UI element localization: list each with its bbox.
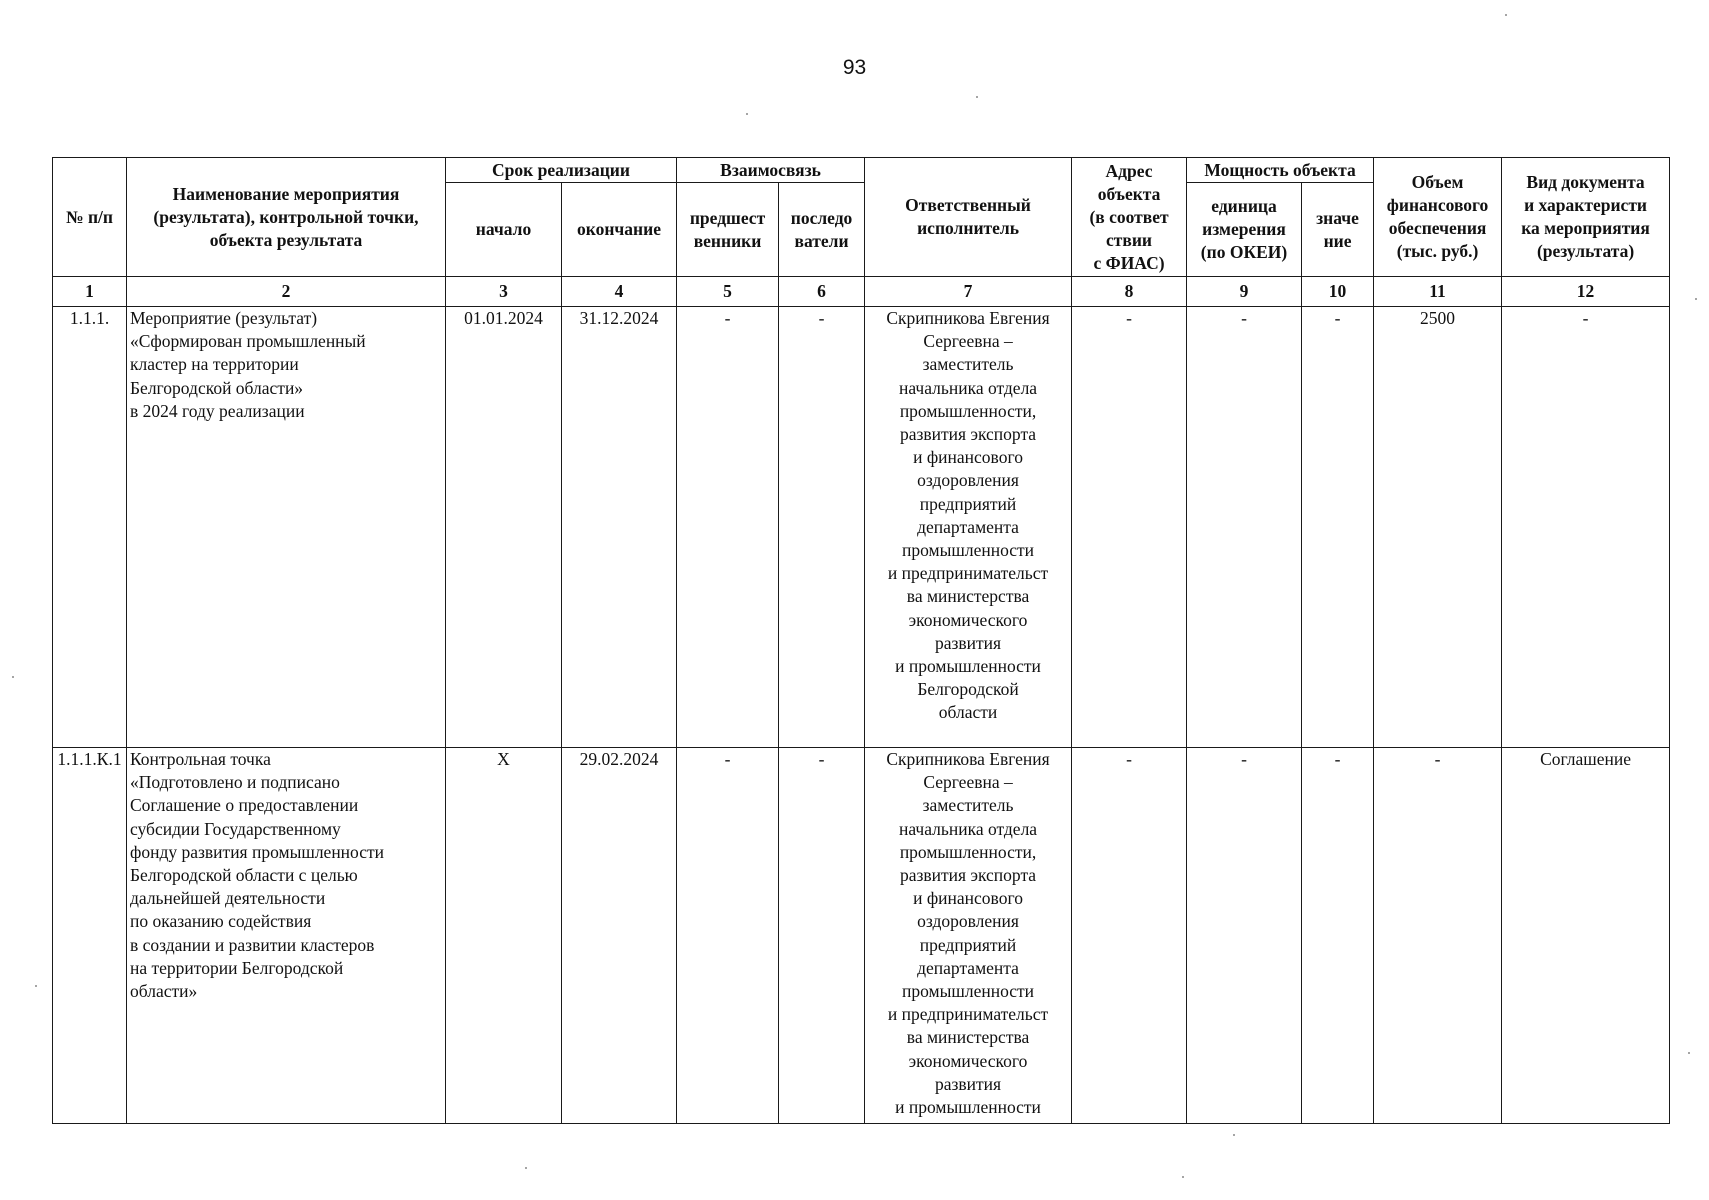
row-number: 1.1.1. [53, 307, 127, 748]
row-end: 31.12.2024 [562, 307, 677, 748]
column-number: 10 [1302, 277, 1374, 307]
row-predecessors: - [677, 307, 779, 748]
header-col-successors: последо ватели [779, 183, 865, 277]
column-number: 8 [1072, 277, 1187, 307]
scan-speck [1182, 1176, 1184, 1178]
header-row-top [53, 158, 1670, 183]
header-col-value: значе ние [1302, 183, 1374, 277]
page-number: 93 [842, 56, 867, 79]
row-address: - [1072, 748, 1187, 1124]
column-number: 7 [865, 277, 1072, 307]
scan-speck [1233, 1134, 1235, 1136]
header-col-document: Вид документа и характеристи ка мероприятия (результата) [1502, 158, 1670, 277]
column-number-row [53, 277, 1670, 307]
scan-speck [976, 96, 978, 98]
column-number: 6 [779, 277, 865, 307]
column-number: 5 [677, 277, 779, 307]
column-number: 4 [562, 277, 677, 307]
row-end: 29.02.2024 [562, 748, 677, 1124]
column-number: 2 [127, 277, 446, 307]
row-responsible: Скрипникова Евгения Сергеевна – заместитель начальника отдела промышленности, развития экспорта и финансового оздоровления предприятий департамента промышленности и предпринимательст ва министерства экономического развития и промышленности [886, 749, 1050, 1118]
column-number: 11 [1374, 277, 1502, 307]
row-financing: - [1374, 748, 1502, 1124]
column-number: 1 [53, 277, 127, 307]
scan-speck [1505, 14, 1507, 16]
row-unit: - [1187, 748, 1302, 1124]
scan-speck [12, 676, 14, 678]
header-col-number: № п/п [53, 158, 127, 277]
table-row [53, 307, 1670, 748]
row-start: 01.01.2024 [446, 307, 562, 748]
header-col-predecessors: предшест венники [677, 183, 779, 277]
column-number: 3 [446, 277, 562, 307]
row-unit: - [1187, 307, 1302, 748]
header-col-responsible: Ответственный исполнитель [865, 158, 1072, 277]
row-financing: 2500 [1374, 307, 1502, 748]
scan-speck [746, 113, 748, 115]
header-col-name: Наименование мероприятия (результата), контрольной точки, объекта результата [127, 158, 446, 277]
activity-table [52, 157, 1670, 1124]
scan-speck [1695, 298, 1697, 300]
row-name: Контрольная точка «Подготовлено и подписано Соглашение о предоставлении субсидии Государственному фонду развития промышленности Белгородской области с целью дальнейшей деятельности по оказанию содействия в создании и развитии кластеров на территории Белгородской области» [127, 748, 446, 1124]
scan-speck [525, 1167, 527, 1169]
row-responsible: Скрипникова Евгения Сергеевна – заместитель начальника отдела промышленности, развития экспорта и финансового оздоровления предприятий департамента промышленности и предпринимательст ва министерства экономического развития и промышленности Белгородской области [865, 307, 1072, 748]
row-name: Мероприятие (результат) «Сформирован промышленный кластер на территории Белгородской области» в 2024 году реализации [127, 307, 446, 748]
table-row [53, 748, 1670, 1124]
row-value: - [1302, 748, 1374, 1124]
row-document: Соглашение [1502, 748, 1670, 1124]
row-successors: - [779, 748, 865, 1124]
header-group-power: Мощность объекта [1187, 158, 1374, 183]
column-number: 12 [1502, 277, 1670, 307]
row-value: - [1302, 307, 1374, 748]
header-group-term: Срок реализации [446, 158, 677, 183]
row-predecessors: - [677, 748, 779, 1124]
header-col-financing: Объем финансового обеспечения (тыс. руб.) [1374, 158, 1502, 277]
header-col-start: начало [446, 183, 562, 277]
row-successors: - [779, 307, 865, 748]
row-address: - [1072, 307, 1187, 748]
header-group-link: Взаимосвязь [677, 158, 865, 183]
column-number: 9 [1187, 277, 1302, 307]
header-col-unit: единица измерения (по ОКЕИ) [1187, 183, 1302, 277]
scan-speck [1688, 1052, 1690, 1054]
row-document: - [1502, 307, 1670, 748]
scan-speck [35, 985, 37, 987]
row-start: X [446, 748, 562, 1124]
header-col-end: окончание [562, 183, 677, 277]
header-col-address: Адрес объекта (в соответ ствии с ФИАС) [1072, 158, 1187, 277]
row-responsible-cell [865, 748, 1072, 1124]
row-number: 1.1.1.К.1 [53, 748, 127, 1124]
